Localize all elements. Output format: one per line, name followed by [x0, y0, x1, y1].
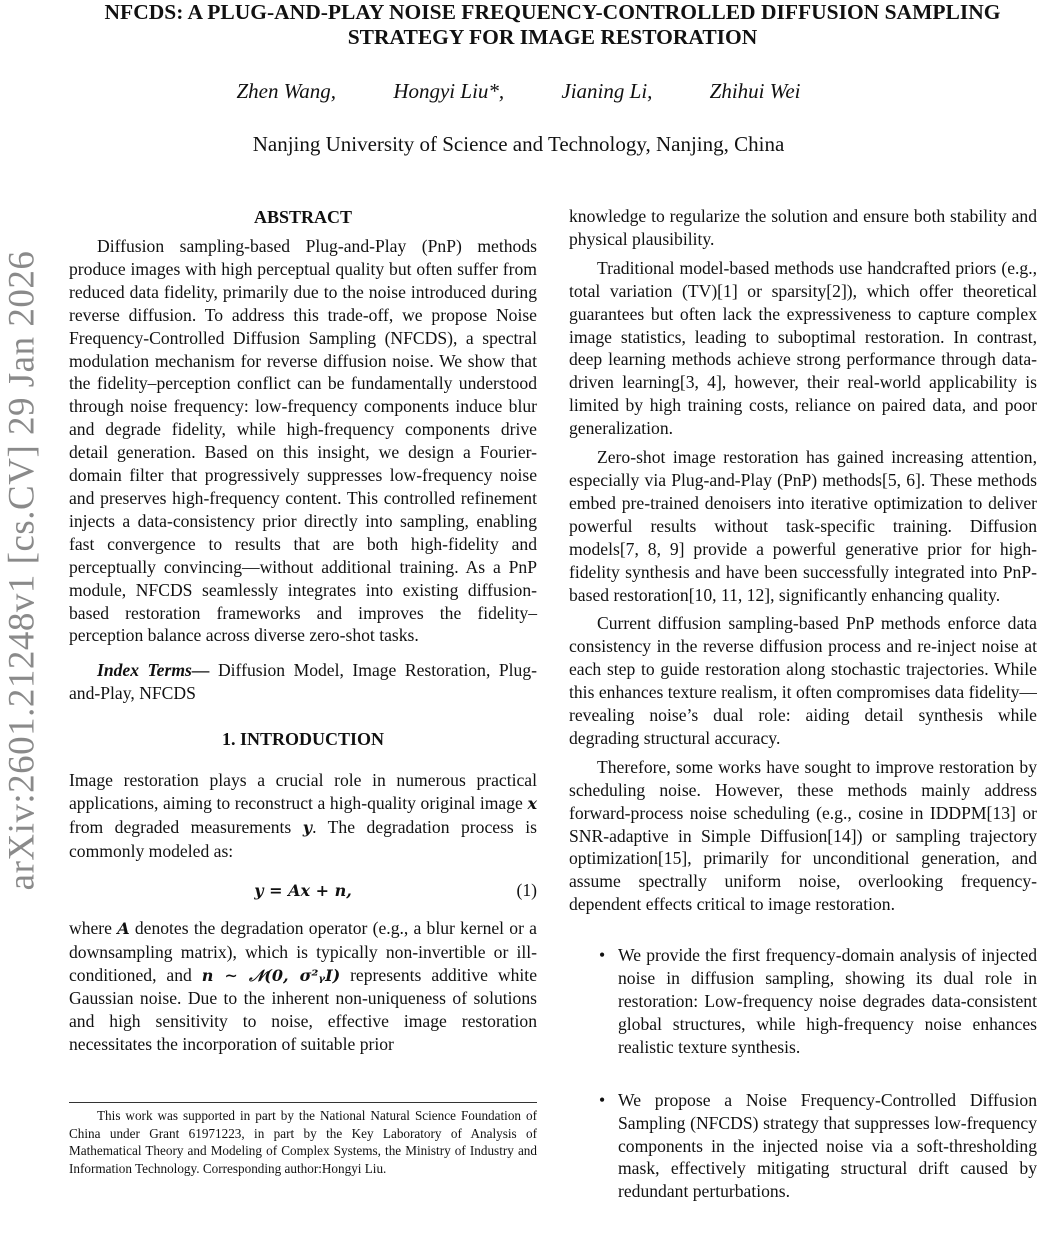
- left-column: [69, 205, 537, 1056]
- equation-1: [69, 877, 537, 903]
- affiliation: Nanjing University of Science and Technology, Nanjing, China: [252, 132, 785, 156]
- intro-text: . The degradation process is commonly modeled as:: [69, 816, 537, 861]
- continuation-paragraph: knowledge to regularize the solution and ensure both stability and physical plausibility.: [569, 206, 1037, 249]
- intro-text: represents additive white Gaussian noise. Due to the inherent non-uniqueness of solutions and high sensitivity to noise, effective image restoration necessitates the incorporation of suitable prior: [69, 964, 538, 1055]
- introduction-heading: 1. INTRODUCTION: [221, 729, 385, 750]
- abstract-text: Diffusion sampling-based Plug-and-Play (PnP) methods produce images with high perceptual quality but often suffer from reduced data fidelity, primarily due to the noise introduced during reverse diffusion. To address this trade-off, we propose Noise Frequency-Controlled Diffusion Sampling (NFCDS), a spectral modulation mechanism for reverse diffusion noise. We show that the fidelity–perception conflict can be fundamentally understood through noise frequency: low-frequency components induce blur and degrade fidelity, while high-frequency components drive detail generation. Based on this insight, we design a Fourier-domain filter that progressively suppresses low-frequency noise and preserves high-frequency content. This controlled refinement injects a data-consistency prior directly into sampling, enabling fast convergence to results that are both high-fidelity and perceptually convincing—without additional training. As a PnP module, NFCDS seamlessly integrates into existing diffusion-based restoration frameworks and improves the fidelity–perception balance across diverse zero-shot tasks.: [69, 236, 537, 646]
- math-x: x: [527, 794, 537, 814]
- arxiv-stamp: [0, 205, 44, 935]
- math-A: A: [117, 918, 130, 938]
- bullet-text: We provide the first frequency-domain analysis of injected noise in diffusion sampling, showing its dual role in restoration: Low-frequency noise degrades data-consistent global structures, while high-frequency noise enhances realistic texture synthesis.: [618, 945, 1037, 1057]
- title-line-2: STRATEGY FOR IMAGE RESTORATION: [347, 25, 758, 49]
- intro-paragraph-2: [69, 917, 537, 1056]
- index-terms-text: Diffusion Model, Image Restoration, Plug-and-Play, NFCDS: [69, 660, 537, 704]
- zero-shot-paragraph: Zero-shot image restoration has gained increasing attention, especially via Plug-and-Play (PnP) methods[5, 6]. These methods embed pre-trained denoisers into iterative optimization to deliver powerful results without task-specific training. Diffusion models[7, 8, 9] provide a powerful generative prior for high-fidelity synthesis and have been successfully integrated into PnP-based restoration[10, 11, 12], significantly enhancing quality.: [569, 447, 1037, 605]
- list-item: [569, 944, 1037, 1059]
- equation-body: y = Ax + n,: [254, 880, 352, 900]
- equation-number: (1): [516, 879, 537, 900]
- bullet-icon: •: [599, 1089, 606, 1110]
- footnote-text: This work was supported in part by the National Natural Science Foundation of China under Grant 61971223, in part by the Key Laboratory of Analysis of Mathematical Theory and Modeling of Complex Systems, the Ministry of Industry and Information Technology. Corresponding author:Hongyi Liu.: [69, 1108, 537, 1176]
- author-list: [0, 76, 1037, 106]
- traditional-methods-paragraph: Traditional model-based methods use handcrafted priors (e.g., total variation (TV)[1] or sparsity[2]), which offer theoretical guarantees but often lack the expressiveness to capture complex image statistics, leading to suboptimal restoration. In contrast, deep learning methods achieve strong performance through data-driven learning[3, 4], however, their real-world applicability is limited by high training costs, reliance on paired data, and poor generalization.: [569, 257, 1037, 439]
- intro-text: where: [69, 917, 118, 938]
- intro-text: from degraded measurements: [69, 816, 303, 837]
- author-name: Jianing Li,: [561, 79, 653, 103]
- contribution-list: [569, 944, 1037, 1203]
- intro-text: denotes the degradation operator (e.g., a blur kernel or a downsampling matrix), which is typically non-invertible or ill-conditioned, and: [69, 917, 537, 985]
- bullet-icon: •: [599, 945, 606, 966]
- arxiv-stamp-text: arXiv:2601.21248v1 [cs.CV] 29 Jan 2026: [1, 250, 43, 890]
- index-terms-label: Index Terms—: [97, 660, 210, 681]
- author-name: Zhen Wang,: [236, 79, 337, 103]
- intro-paragraph-1: [69, 769, 537, 863]
- list-item: [569, 1089, 1037, 1204]
- author-name: Hongyi Liu*,: [393, 79, 505, 103]
- math-y: y: [302, 817, 313, 837]
- bullet-text: We propose a Noise Frequency-Controlled Diffusion Sampling (NFCDS) strategy that suppresses low-frequency components in the injected noise via a soft-thresholding mask, effectively mitigating structural drift caused by redundant perturbations.: [618, 1089, 1037, 1202]
- noise-scheduling-paragraph: Therefore, some works have sought to improve restoration by scheduling noise. However, these methods mainly address forward-process noise scheduling (e.g., cosine in IDDPM[13] or SNR-adaptive in Simple Diffusion[14]) or sampling trajectory optimization[15], primarily for unconditional generation, and assume spectrally uniform noise, overlooking frequency-dependent effects critical to image restoration.: [569, 756, 1037, 915]
- right-column: [569, 205, 1037, 1233]
- paper-title: [60, 0, 1037, 50]
- index-terms: [69, 659, 537, 705]
- intro-text: Image restoration plays a crucial role in numerous practical applications, aiming to reconstruct a high-quality original image: [69, 770, 537, 814]
- author-name: Zhihui Wei: [709, 79, 801, 103]
- math-noise-model: n ∼ 𝒩(0, σ²ᵧI): [201, 965, 341, 985]
- footnote: [69, 1102, 537, 1177]
- abstract-heading: ABSTRACT: [253, 207, 353, 227]
- current-methods-paragraph: Current diffusion sampling-based PnP methods enforce data consistency in the reverse diffusion process and re-inject noise at each step to guide restoration along stochastic trajectories. While this enhances texture realism, it often compromises data fidelity—revealing noise’s dual role: aiding detail synthesis while degrading structural accuracy.: [569, 613, 1037, 748]
- title-line-1: NFCDS: A PLUG-AND-PLAY NOISE FREQUENCY-CONTROLLED DIFFUSION SAMPLING: [104, 0, 1001, 24]
